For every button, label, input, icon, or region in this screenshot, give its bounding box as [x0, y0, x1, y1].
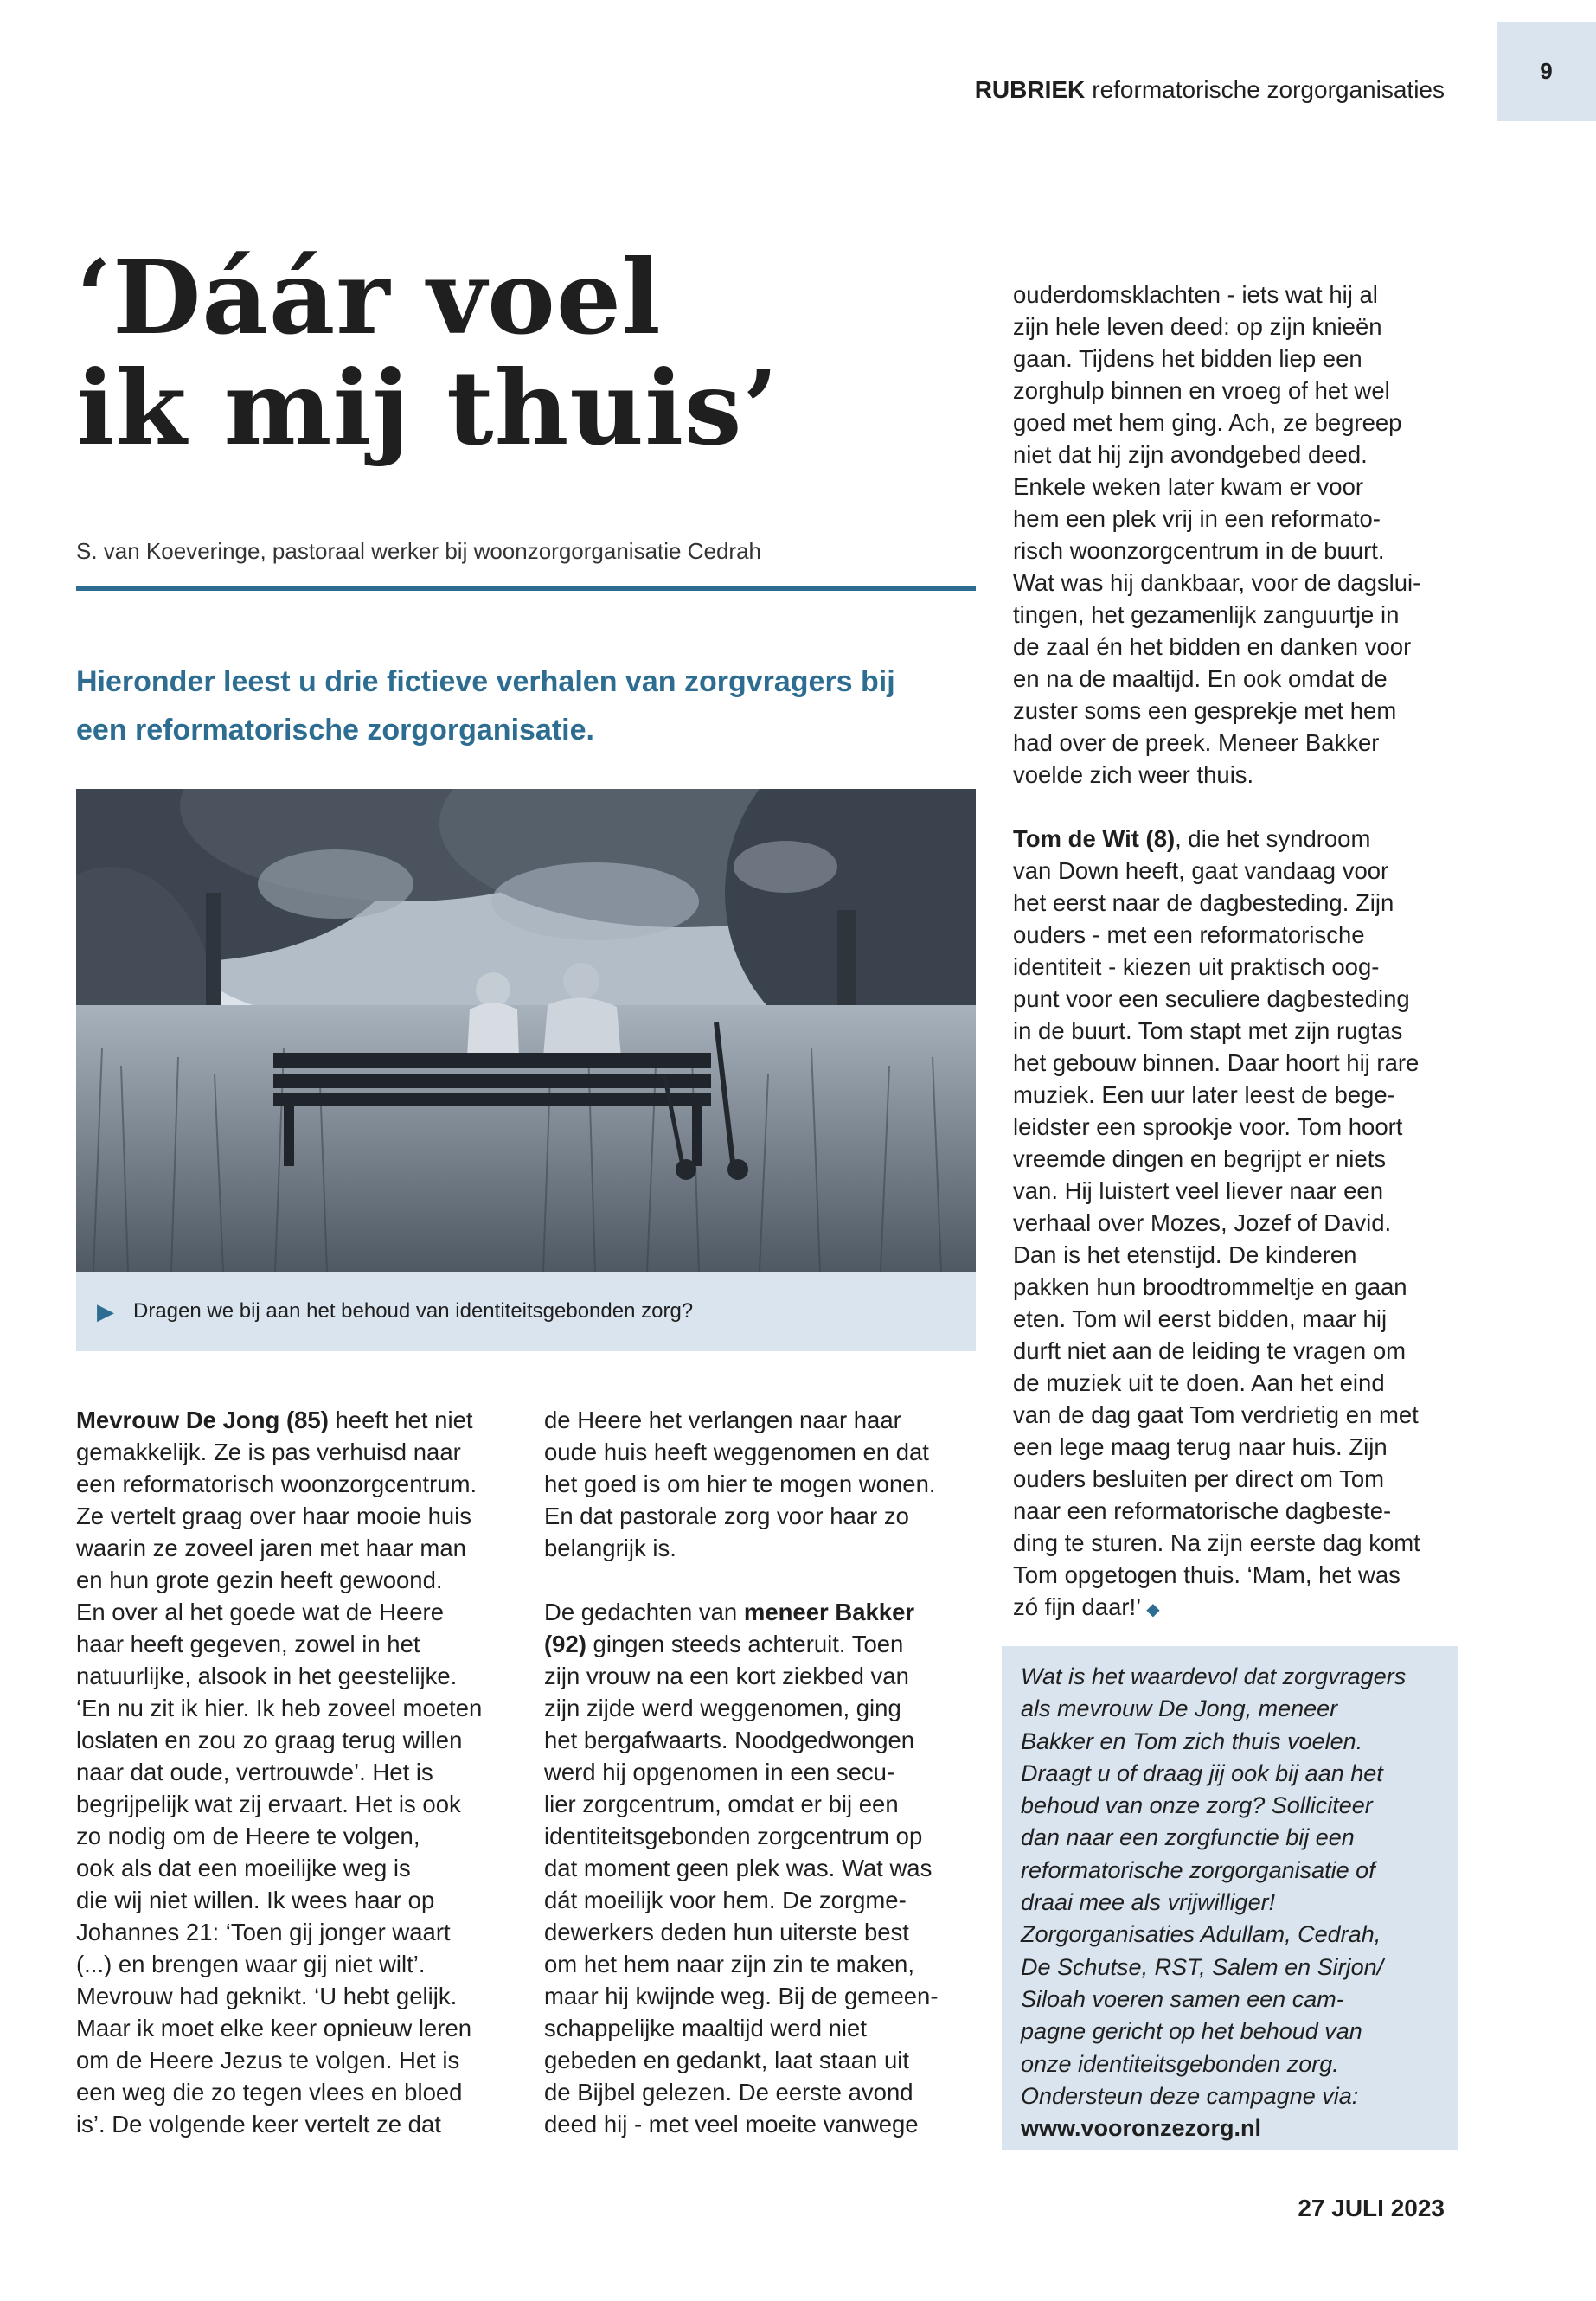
- col1-line: om de Heere Jezus te volgen. Het is: [76, 2047, 460, 2073]
- col3-line: de muziek uit te doen. Aan het eind: [1013, 1369, 1385, 1396]
- col2-line: de Heere het verlangen naar haar: [544, 1407, 901, 1433]
- col3-line: van Down heeft, gaat vandaag voor: [1013, 857, 1389, 884]
- col3-line: het eerst naar de dagbesteding. Zijn: [1013, 889, 1394, 916]
- caption-triangle-icon: ▶: [97, 1298, 114, 1324]
- paragraph-gap: [544, 1564, 939, 1596]
- col3-line: gaan. Tijdens het bidden liep een: [1013, 345, 1362, 372]
- col3-line: muziek. Een uur later leest de bege-: [1013, 1081, 1395, 1108]
- col2-line: belangrijk is.: [544, 1535, 676, 1561]
- photo-caption-box: [76, 1272, 976, 1351]
- col1-line: (...) en brengen waar gij niet wilt’.: [76, 1951, 426, 1977]
- intro-line-2: een reformatorische zorgorganisatie.: [76, 714, 594, 747]
- col3-line: in de buurt. Tom stapt met zijn rugtas: [1013, 1017, 1403, 1044]
- call-to-action-box: [1002, 1646, 1458, 2150]
- col2-line: oude huis heeft weggenomen en dat: [544, 1439, 929, 1465]
- col1-line: loslaten en zou zo graag terug willen: [76, 1727, 463, 1753]
- col2-line: om het hem naar zijn zin te maken,: [544, 1951, 914, 1977]
- article-photo: [76, 789, 976, 1272]
- end-diamond-icon: ◆: [1146, 1600, 1160, 1619]
- sidebar-line: draai mee als vrijwilliger!: [1021, 1889, 1276, 1916]
- name-mevrouw-de-jong: Mevrouw De Jong (85): [76, 1407, 329, 1433]
- sidebar-line: Draagt u of draag jij ook bij aan het: [1021, 1759, 1383, 1786]
- sidebar-line: Siloah voeren samen een cam-: [1021, 1985, 1344, 2012]
- sidebar-line: dan naar een zorgfunctie bij een: [1021, 1824, 1355, 1851]
- col3-line: had over de preek. Meneer Bakker: [1013, 729, 1380, 756]
- rubriek-topic: reformatorische zorgorganisaties: [1092, 76, 1445, 103]
- col3-line: vreemde dingen en begrijpt er niets: [1013, 1145, 1387, 1172]
- col3-line: zorghulp binnen en vroeg of het wel: [1013, 377, 1390, 404]
- col1-line: haar heeft gegeven, zowel in het: [76, 1631, 420, 1657]
- sidebar-line: als mevrouw De Jong, meneer: [1021, 1695, 1338, 1722]
- col3-line: ding te sturen. Na zijn eerste dag komt: [1013, 1529, 1420, 1556]
- sidebar-line: pagne gericht op het behoud van: [1021, 2018, 1362, 2045]
- col3-line: ouderdomsklachten - iets wat hij al: [1013, 281, 1378, 308]
- col1-line: is’. De volgende keer vertelt ze dat: [76, 2111, 441, 2138]
- col1-line: die wij niet willen. Ik wees haar op: [76, 1887, 435, 1913]
- divider-rule: [76, 586, 976, 591]
- col3-line: durft niet aan de leiding te vragen om: [1013, 1337, 1407, 1364]
- col3-last-line: [1013, 1591, 1420, 1626]
- col1-line: een reformatorisch woonzorgcentrum.: [76, 1471, 478, 1497]
- col3-line: voelde zich weer thuis.: [1013, 761, 1254, 788]
- col3-tom-first-line: [1013, 823, 1420, 855]
- col2-line: schappelijke maaltijd werd niet: [544, 2015, 867, 2041]
- col3-line: ouders besluiten per direct om Tom: [1013, 1465, 1385, 1492]
- park-bench-photo: [76, 789, 976, 1272]
- col3-line: ouders - met een reformatorische: [1013, 921, 1365, 948]
- col3-line: naar een reformatorische dagbeste-: [1013, 1497, 1392, 1524]
- col1-line: zo nodig om de Heere te volgen,: [76, 1823, 420, 1849]
- col2-after-name: gingen steeds achteruit. Toen: [586, 1631, 904, 1657]
- col2-intro-text: De gedachten van: [544, 1599, 744, 1625]
- sidebar-line: onze identiteitsgebonden zorg.: [1021, 2050, 1339, 2077]
- col2-line: gebeden en gedankt, laat staan uit: [544, 2047, 910, 2073]
- title-line-1: ‘Dáár voel: [76, 237, 662, 357]
- sidebar-line: Wat is het waardevol dat zorgvragers: [1021, 1663, 1407, 1689]
- col3-line: van. Hij luistert veel liever naar een: [1013, 1177, 1383, 1204]
- rubriek-label: RUBRIEK: [974, 76, 1086, 103]
- col1-line: naar dat oude, vertrouwde’. Het is: [76, 1759, 433, 1785]
- col1-line: ‘En nu zit ik hier. Ik heb zoveel moeten: [76, 1695, 483, 1721]
- col3-line: pakken hun broodtrommeltje en gaan: [1013, 1273, 1407, 1300]
- title-line-2: ik mij thuis’: [76, 348, 779, 468]
- page-number: 9: [1497, 22, 1596, 121]
- col1-first-line: Mevrouw De Jong (85) heeft het niet: [76, 1407, 473, 1433]
- col3-line: een lege maag terug naar huis. Zijn: [1013, 1433, 1388, 1460]
- col2-line: dewerkers deden hun uiterste best: [544, 1919, 909, 1945]
- col2-line: identiteitsgebonden zorgcentrum op: [544, 1823, 923, 1849]
- col1-line: begrijpelijk wat zij ervaart. Het is ook: [76, 1791, 461, 1817]
- col1-line: Ze vertelt graag over haar mooie huis: [76, 1503, 472, 1529]
- col2-bakker-intro-line: [544, 1596, 939, 1628]
- col2-line: lier zorgcentrum, omdat er bij een: [544, 1791, 899, 1817]
- col2-line: zijn vrouw na een kort ziekbed van: [544, 1663, 909, 1689]
- col3-line: hem een plek vrij in een reformato-: [1013, 505, 1381, 532]
- col3-line: risch woonzorgcentrum in de buurt.: [1013, 537, 1385, 564]
- sidebar-line: Bakker en Tom zich thuis voelen.: [1021, 1727, 1363, 1754]
- col3-line: van de dag gaat Tom verdrietig en met: [1013, 1401, 1419, 1428]
- col1-line: natuurlijke, alsook in het geestelijke.: [76, 1663, 458, 1689]
- col3-line: verhaal over Mozes, Jozef of David.: [1013, 1209, 1392, 1236]
- col2-line: En dat pastorale zorg voor haar zo: [544, 1503, 909, 1529]
- sidebar-line: reformatorische zorgorganisatie of: [1021, 1856, 1375, 1883]
- col1-line: Maar ik moet elke keer opnieuw leren: [76, 2015, 472, 2041]
- paragraph-gap: [1013, 791, 1420, 823]
- sidebar-line: Zorgorganisaties Adullam, Cedrah,: [1021, 1921, 1381, 1948]
- article-column-3: [1013, 279, 1420, 1626]
- col3-line: eten. Tom wil eerst bidden, maar hij: [1013, 1305, 1388, 1332]
- col1-line: ook als dat een moeilijke weg is: [76, 1855, 411, 1881]
- article-column-1: [76, 1404, 482, 2140]
- issue-date: 27 JULI 2023: [1298, 2195, 1445, 2221]
- col2-line: het goed is om hier te mogen wonen.: [544, 1471, 936, 1497]
- col3-after-name: , die het syndroom: [1175, 825, 1371, 852]
- col2-line: de Bijbel gelezen. De eerste avond: [544, 2079, 913, 2106]
- col2-line: dat moment geen plek was. Wat was: [544, 1855, 933, 1881]
- col1-line: gemakkelijk. Ze is pas verhuisd naar: [76, 1439, 461, 1465]
- col3-line: zuster soms een gesprekje met hem: [1013, 697, 1397, 724]
- article-title: [76, 237, 941, 468]
- col3-line: het gebouw binnen. Daar hoort hij rare: [1013, 1049, 1420, 1076]
- intro-line-1: Hieronder leest u drie fictieve verhalen van zorgvragers bij: [76, 665, 895, 698]
- sidebar-line: behoud van onze zorg? Solliciteer: [1021, 1792, 1373, 1819]
- name-tom-de-wit: Tom de Wit (8): [1013, 825, 1176, 852]
- photo-caption: Dragen we bij aan het behoud van identiteitsgebonden zorg?: [133, 1299, 694, 1323]
- col3-line: Wat was hij dankbaar, voor de dagslui-: [1013, 569, 1421, 596]
- col2-line: zijn zijde werd weggenomen, ging: [544, 1695, 901, 1721]
- col2-line: deed hij - met veel moeite vanwege: [544, 2111, 919, 2138]
- col3-line: punt voor een seculiere dagbesteding: [1013, 985, 1410, 1012]
- name-meneer-bakker: meneer Bakker: [743, 1599, 915, 1625]
- col1-line: Mevrouw had geknikt. ‘U hebt gelijk.: [76, 1983, 458, 2009]
- col1-line: een weg die zo tegen vlees en bloed: [76, 2079, 463, 2106]
- col3-line: niet dat hij zijn avondgebed deed.: [1013, 441, 1368, 468]
- col3-line: Tom opgetogen thuis. ‘Mam, het was: [1013, 1561, 1401, 1588]
- col3-line: de zaal én het bidden en danken voor: [1013, 633, 1412, 660]
- col3-line: zijn hele leven deed: op zijn knieën: [1013, 313, 1382, 340]
- age-meneer-bakker: (92): [544, 1631, 586, 1657]
- col3-line: goed met hem ging. Ach, ze begreep: [1013, 409, 1402, 436]
- col2-line: het bergafwaarts. Noodgedwongen: [544, 1727, 915, 1753]
- byline: S. van Koeveringe, pastoraal werker bij woonzorgorganisatie Cedrah: [76, 538, 761, 564]
- sidebar-line: Ondersteun deze campagne via:: [1021, 2082, 1359, 2109]
- sidebar-line: De Schutse, RST, Salem en Sirjon/: [1021, 1953, 1384, 1980]
- col3-line: Enkele weken later kwam er voor: [1013, 473, 1364, 500]
- col3-last-text: zó fijn daar!’: [1013, 1593, 1142, 1620]
- col2-bakker-age-line: [544, 1628, 939, 1660]
- col3-line: leidster een sprookje voor. Tom hoort: [1013, 1113, 1403, 1140]
- col2-line: maar hij kwijnde weg. Bij de gemeen-: [544, 1983, 939, 2009]
- col3-line: en na de maaltijd. En ook omdat de: [1013, 665, 1388, 692]
- col2-line: dát moeilijk voor hem. De zorgme-: [544, 1887, 907, 1913]
- col1-line: Johannes 21: ‘Toen gij jonger waart: [76, 1919, 451, 1945]
- col1-line: En over al het goede wat de Heere: [76, 1599, 445, 1625]
- col3-line: Dan is het etenstijd. De kinderen: [1013, 1241, 1357, 1268]
- col1-line: en hun grote gezin heeft gewoond.: [76, 1567, 443, 1593]
- intro-text: [76, 657, 976, 754]
- col3-line: identiteit - kiezen uit praktisch oog-: [1013, 953, 1380, 980]
- article-column-2: [544, 1404, 939, 2140]
- col2-line: werd hij opgenomen in een secu-: [544, 1759, 895, 1785]
- campaign-url: www.vooronzezorg.nl: [1021, 2115, 1262, 2142]
- col3-line: tingen, het gezamenlijk zanguurtje in: [1013, 601, 1400, 628]
- section-header: [975, 76, 1445, 104]
- col1-line: waarin ze zoveel jaren met haar man: [76, 1535, 466, 1561]
